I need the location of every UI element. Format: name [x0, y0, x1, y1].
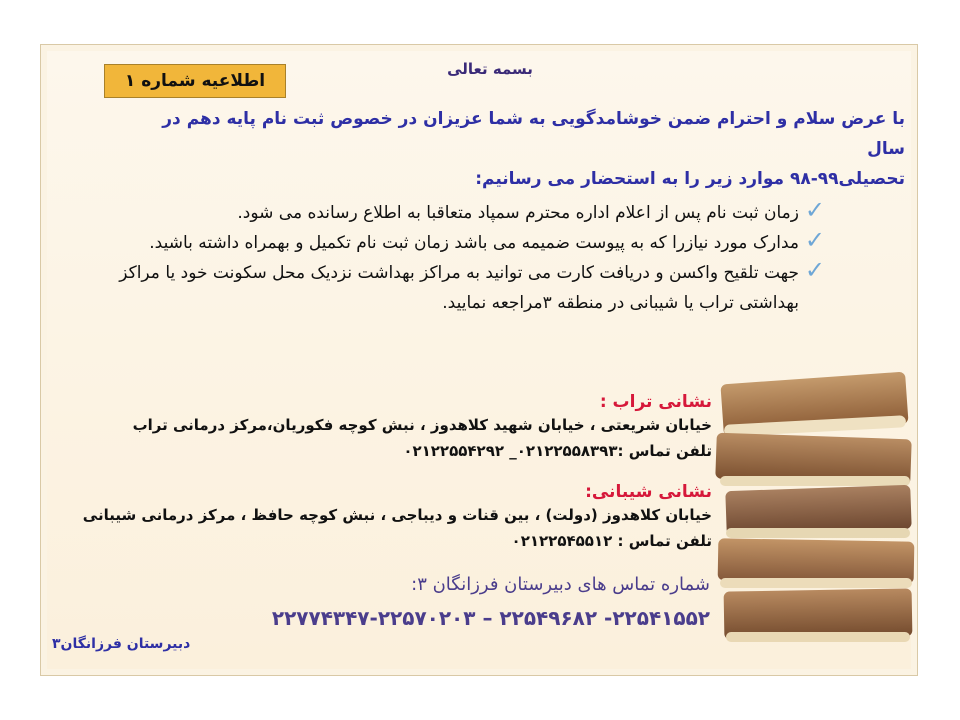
list-item [85, 258, 825, 318]
sheybani-phone: تلفن تماس : ۰۲۱۲۲۵۴۵۵۱۲ [511, 532, 712, 550]
list-item [85, 198, 825, 228]
intro-line-2: تحصیلی۹۹-۹۸ موارد زیر را به استحضار می رسانیم: [475, 169, 905, 189]
sheybani-address-block [60, 482, 712, 554]
contact-title: شماره تماس های دبیرستان فرزانگان ۳: [411, 574, 710, 595]
checkmark-icon: ✓ [804, 196, 825, 224]
book-pages [720, 578, 912, 588]
sheybani-title: نشانی شیبانی: [585, 482, 712, 502]
notice-items-list [85, 198, 825, 318]
checkmark-icon: ✓ [804, 256, 825, 284]
books-stack-image [712, 360, 922, 660]
list-item-text: زمان ثبت نام پس از اعلام اداره محترم سمپاد متعاقبا به اطلاع رسانده می شود. [237, 203, 799, 223]
intro-paragraph [120, 104, 905, 194]
list-item-text: جهت تلقیح واکسن و دریافت کارت می توانید به مراکز بهداشت نزدیک محل سکونت خود یا مراکز بهداشتی تراب یا شیبانی در منطقه ۳مراجعه نمایید. [119, 263, 799, 313]
notice-number-badge: اطلاعیه شماره ۱ [104, 64, 286, 98]
book-pages [726, 528, 910, 538]
school-name-footer: دبیرستان فرزانگان۳ [52, 636, 191, 652]
book [718, 538, 915, 583]
invocation-text: بسمه تعالی [447, 60, 533, 78]
torab-address-block [100, 392, 712, 464]
sheybani-address: خیابان کلاهدوز (دولت) ، بین قنات و دیباجی ، نبش کوچه حافظ ، مرکز درمانی شیبانی [82, 506, 712, 524]
checkmark-icon: ✓ [804, 226, 825, 254]
book-pages [720, 476, 910, 486]
book-pages [726, 632, 910, 642]
torab-address: خیابان شریعتی ، خیابان شهید کلاهدوز ، نبش کوچه فکوریان،مرکز درمانی تراب [132, 416, 712, 434]
intro-line-1: با عرض سلام و احترام ضمن خوشامدگویی به شما عزیزان در خصوص ثبت نام پایه دهم در سال [162, 109, 905, 159]
list-item [85, 228, 825, 258]
contact-numbers: ۲۲۵۴۱۵۵۲- ۲۲۵۴۹۶۸۲ – ۲۲۷۷۴۳۴۷-۲۲۵۷۰۲۰۳ [271, 606, 710, 630]
torab-phone: تلفن تماس :۰۲۱۲۲۵۵۸۳۹۳_ ۰۲۱۲۲۵۵۴۲۹۲ [403, 442, 712, 460]
torab-title: نشانی تراب : [599, 392, 712, 412]
list-item-text: مدارک مورد نیازرا که به پیوست ضمیمه می باشد زمان ثبت نام تکمیل و بهمراه داشته باشید. [149, 233, 799, 253]
